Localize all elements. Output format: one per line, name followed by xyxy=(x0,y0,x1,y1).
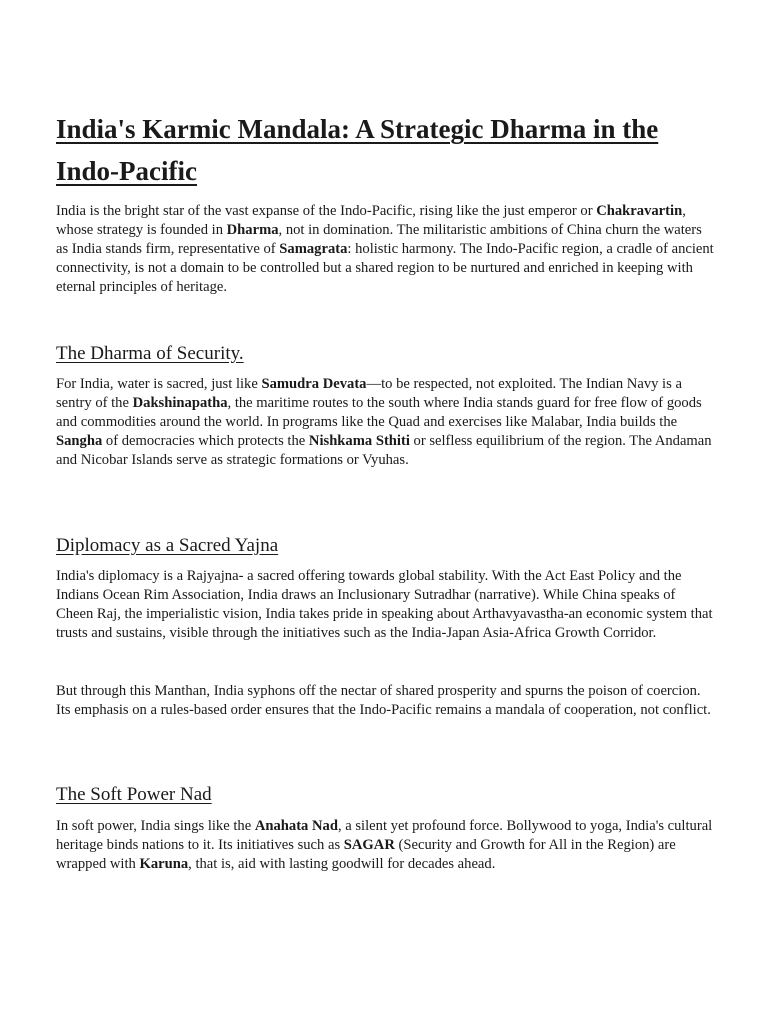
bold-term: Dharma xyxy=(226,222,279,238)
security-paragraph: For India, water is sacred, just like Samudra Devata—to be respected, not exploited. The Indian Navy is a sentry of the Dakshinapatha, the maritime routes to the south where India stands guard for free flow of goods and commodities around the world. In programs like the Quad and exercises like Malabar, India builds the Sangha of democracies which protects the Nishkama Sthiti or selfless equilibrium of the region. The Andaman and Nicobar Islands serve as strategic formations or Vyuhas. xyxy=(56,376,712,468)
section-heading-diplomacy: Diplomacy as a Sacred Yajna xyxy=(56,535,279,556)
soft-power-paragraph: In soft power, India sings like the Anahata Nad, a silent yet profound force. Bollywood to yoga, India's cultural heritage binds nations to it. Its initiatives such as SAGAR (Security and Growth for All in the Region) are wrapped with Karuna, that is, aid with lasting goodwill for decades ahead. xyxy=(56,818,713,872)
bold-term: SAGAR xyxy=(343,837,395,853)
section-heading-soft-power: The Soft Power Nad xyxy=(56,784,212,805)
bold-term: Samagrata xyxy=(279,241,348,257)
bold-term: Samudra Devata xyxy=(261,376,367,392)
bold-term: Chakravartin xyxy=(596,203,683,219)
document-title: India's Karmic Mandala: A Strategic Dharma in the Indo-Pacific xyxy=(56,114,659,186)
intro-paragraph: India is the bright star of the vast expanse of the Indo-Pacific, rising like the just emperor or Chakravartin, whose strategy is founded in Dharma, not in domination. The militaristic ambitions of China churn the waters as India stands firm, representative of Samagrata: holistic harmony. The Indo-Pacific region, a cradle of ancient connectivity, is not a domain to be controlled but a shared region to be nurtured and enriched in keeping with eternal principles of heritage. xyxy=(56,203,714,295)
bold-term: Nishkama Sthiti xyxy=(308,433,410,449)
diplomacy-paragraph-2: But through this Manthan, India syphons off the nectar of shared prosperity and spurns the poison of coercion. Its emphasis on a rules-based order ensures that the Indo-Pacific remains a mandala of cooperation, not conflict. xyxy=(56,683,711,718)
diplomacy-paragraph-1: India's diplomacy is a Rajyajna- a sacred offering towards global stability. With the Act East Policy and the Indians Ocean Rim Association, India draws an Inclusionary Sutradhar (narrative). While China speaks of Cheen Raj, the imperialistic vision, India takes pride in speaking about Arthavyavastha-an economic system that trusts and sustains, visible through the initiatives such as the India-Japan Asia-Africa Growth Corridor. xyxy=(56,568,713,641)
bold-term: Anahata Nad xyxy=(254,818,338,834)
bold-term: Karuna xyxy=(139,856,189,872)
bold-term: Dakshinapatha xyxy=(132,395,228,411)
section-heading-security: The Dharma of Security. xyxy=(56,343,244,364)
bold-term: Sangha xyxy=(56,433,103,449)
